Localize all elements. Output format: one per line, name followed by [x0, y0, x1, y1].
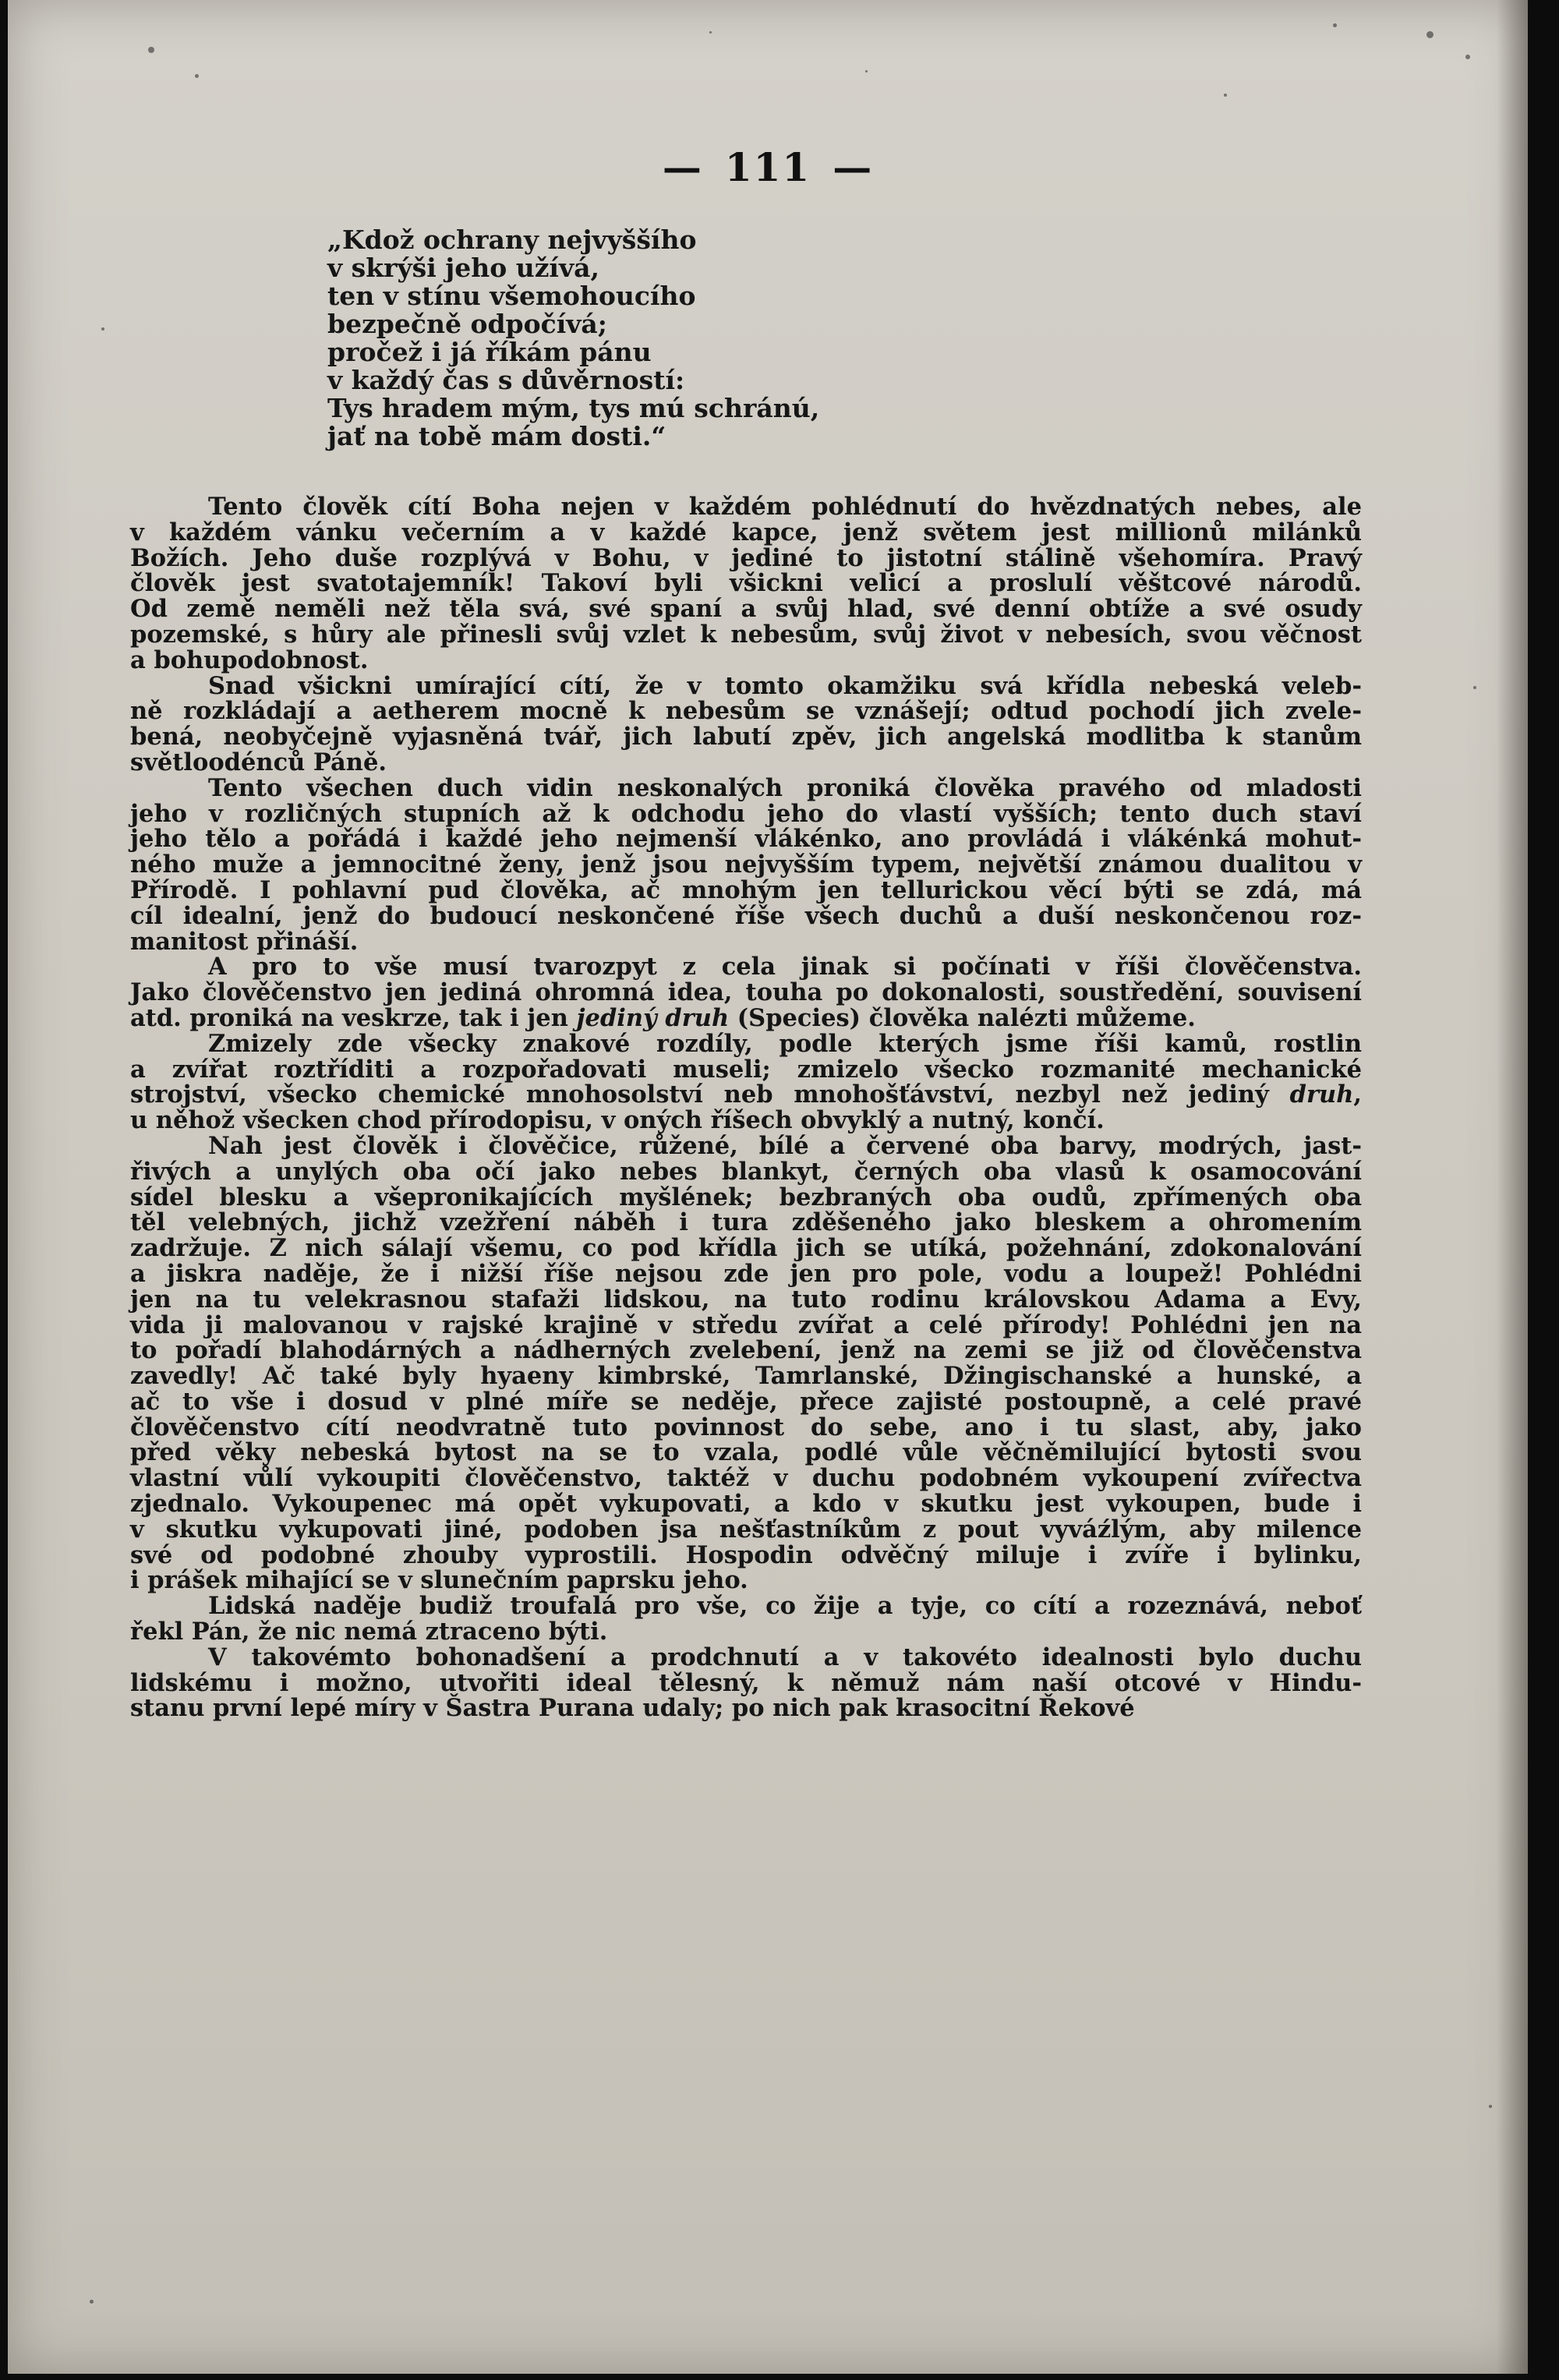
text-line: ač to vše i dosud v plné míře se neděje, přece zajisté postoupně, a celé pravé: [130, 1387, 1362, 1416]
text-line: stanu první lepé míry v Šastra Purana udaly; po nich pak krasocitní Řekové: [130, 1694, 1135, 1723]
text-line: Zmizely zde všecky znakové rozdíly, podle kterých jsme říši kamů, rostlin: [208, 1029, 1362, 1058]
text-line: zjednalo. Vykoupenec má opět vykupovati, a kdo v skutku jest vykoupen, bude i: [130, 1490, 1362, 1519]
text-line: v každém vánku večerním a v každé kapce, jenž světem jest millionů milánků: [130, 518, 1362, 546]
text-line: vida ji malovanou v rajské krajině v středu zvířat a celé přírody! Pohlédni jen na: [130, 1310, 1362, 1339]
paper-speck: [1465, 55, 1470, 59]
poem-line: v skrýši jeho užívá,: [327, 253, 600, 283]
poem-line: pročež i já říkám pánu: [327, 337, 652, 367]
text-line: Snad všickni umírající cítí, že v tomto okamžiku svá křídla nebeská veleb-: [208, 671, 1362, 700]
text-line: a bohupodobnost.: [130, 645, 369, 674]
paragraph: [130, 773, 1362, 956]
body-text: [130, 494, 1362, 1721]
text-line: těl velebných, jichž vzežření náběh i tura zděšeného jako bleskem a ohromením: [130, 1208, 1362, 1237]
text-line: Jako člověčenstvo jen jediná ohromná idea, touha po dokonalosti, soustředění, souvisení: [130, 978, 1362, 1007]
text-line: člověk jest svatotajemník! Takoví byli všickni velicí a proslulí věštcové národů.: [130, 569, 1362, 598]
text-line: před věky nebeská bytost na se to vzala, podlé vůle věčněmilující bytosti svou: [130, 1438, 1362, 1467]
text-line: Přírodě. I pohlavní pud člověka, ač mnohým jen tellurickou věcí býti se zdá, má: [130, 875, 1362, 904]
text-line: Tento člověk cítí Boha nejen v každém pohlédnutí do hvězdnatých nebes, ale: [208, 493, 1362, 521]
text-line: atd. proniká na veskrze, tak i jen jediný druh (Species) člověka nalézti můžeme.: [130, 1003, 1196, 1032]
text-line: strojství, všecko chemické mnohosolství neb mnohošťávství, nezbyl než jediný druh,: [130, 1080, 1362, 1109]
text-line: člověčenstvo cítí neodvratně tuto povinnost do sebe, ano i tu slast, aby, jako: [130, 1413, 1362, 1441]
text-line: A pro to vše musí tvarozpyt z cela jinak si počínati v říši člověčenstva.: [208, 953, 1362, 981]
text-line: zadržuje. Z nich sálají všemu, co pod křídla jich se utíká, požehnání, zdokonalování: [130, 1234, 1362, 1263]
paragraph: [130, 1593, 1362, 1645]
paper-speck: [90, 2300, 94, 2304]
page-number: [8, 144, 1528, 190]
paragraph: [130, 954, 1362, 1031]
text-line: ně rozkládají a aetherem mocně k nebesům se vznášejí; odtud pochodí jich zvele-: [130, 697, 1362, 726]
text-line: své od podobné zhouby vyprostili. Hospodin odvěčný miluje i zvíře i bylinku,: [130, 1540, 1362, 1569]
page-number-dash-right: —: [833, 144, 874, 190]
poem-line: Tys hradem mým, tys mú schránú,: [327, 393, 820, 423]
italic-term: jediný druh: [576, 1003, 730, 1032]
text-line: Nah jest člověk i člověčice, růžené, bílé a červené oba barvy, modrých, jast-: [208, 1131, 1362, 1160]
poem-line: ten v stínu všemohoucího: [327, 281, 696, 311]
text-line: lidskému i možno, utvořiti ideal tělesný, k němuž nám naší otcové v Hindu-: [130, 1668, 1362, 1697]
paragraph: [130, 1133, 1362, 1593]
text-line: ného muže a jemnocitné ženy, jenž jsou nejvyšším typem, největší známou dualitou v: [130, 851, 1362, 879]
paper-speck: [1224, 94, 1227, 97]
text-line: sídel blesku a všepronikajících myšlének; bezbraných oba oudů, zpřímených oba: [130, 1183, 1362, 1211]
paper-speck: [865, 70, 868, 72]
paper-speck: [709, 31, 712, 34]
paper-speck: [148, 47, 154, 53]
text-line: cíl idealní, jenž do budoucí neskončené říše všech duchů a duší neskončenou roz-: [130, 901, 1362, 930]
text-line: jeho tělo a pořádá i každé jeho nejmenší vlákénko, ano provládá i vlákénká mohut-: [130, 825, 1362, 854]
text-line: Od země neměli než těla svá, své spaní a svůj hlad, své denní obtíže a své osudy: [130, 595, 1362, 624]
poem-line: jať na tobě mám dosti.“: [327, 421, 666, 451]
paragraph: [130, 494, 1362, 674]
text-line: zavedly! Ač také byly hyaeny kimbrské, Tamrlanské, Džingischanské a hunské, a: [130, 1362, 1362, 1391]
text-line: vlastní vůlí vykoupiti člověčenstvo, taktéž v duchu podobném vykoupení zvířectva: [130, 1464, 1362, 1493]
text-line: jen na tu velekrasnou stafaži lidskou, na tuto rodinu královskou Adama a Evy,: [130, 1285, 1362, 1314]
text-line: manitost přináší.: [130, 927, 359, 956]
italic-term: druh: [1289, 1080, 1354, 1109]
text-line: Tento všechen duch vidin neskonalých proniká člověka pravého od mladosti: [208, 773, 1362, 802]
paper-speck: [195, 74, 199, 78]
paper-speck: [1333, 23, 1337, 27]
text-line: Lidská naděje budiž troufalá pro vše, co žije a tyje, co cítí a rozeznává, neboť: [208, 1592, 1362, 1621]
text-line: v skutku vykupovati jiné, podoben jsa nešťastníkům z pout vyváźlým, aby milence: [130, 1515, 1362, 1544]
paragraph: [130, 1031, 1362, 1133]
poem-line: bezpečně odpočívá;: [327, 309, 607, 339]
book-page: [8, 0, 1528, 2374]
text-line: a zvířat roztříditi a rozpořadovati museli; zmizelo všecko rozmanité mechanické: [130, 1055, 1362, 1084]
text-line: i prášek mihající se v slunečním paprsku jeho.: [130, 1566, 748, 1595]
paper-speck: [1489, 2105, 1492, 2108]
text-line: řivých a unylých oba očí jako nebes blankyt, černých oba vlasů k osamocování: [130, 1157, 1362, 1186]
text-line: u něhož všecken chod přírodopisu, v oných říšech obvyklý a nutný, končí.: [130, 1106, 1105, 1135]
poem-line: „Kdož ochrany nejvyššího: [327, 225, 697, 255]
poem-line: v každý čas s důvěrností:: [327, 365, 685, 395]
text-line: pozemské, s hůry ale přinesli svůj vzlet k nebesům, svůj život v nebesích, svou věčnost: [130, 620, 1362, 649]
text-line: Božích. Jeho duše rozplývá v Bohu, v jediné to jistotní stálině všehomíra. Pravý: [130, 543, 1362, 572]
paper-speck: [1473, 686, 1476, 689]
page-edge-shadow: [1497, 0, 1528, 2374]
text-line: a jiskra naděje, že i nižší říše nejsou zde jen pro pole, vodu a loupež! Pohlédni: [130, 1259, 1362, 1288]
text-line: světloodénců Páně.: [130, 748, 387, 776]
paragraph: [130, 1645, 1362, 1721]
text-line: jeho v rozličných stupních až k odchodu jeho do vlastí vyšších; tento duch staví: [130, 799, 1362, 828]
page-number-value: 111: [724, 144, 811, 190]
text-line: to pořadí blahodárných a nádherných zvelebení, jenž na zemi se již od člověčenstva: [130, 1336, 1362, 1365]
text-line: V takovémto bohonadšení a prodchnutí a v takovéto idealnosti bylo duchu: [208, 1643, 1362, 1671]
paper-speck: [1426, 31, 1434, 38]
paragraph: [130, 671, 1362, 776]
paper-speck: [101, 327, 104, 331]
text-line: bená, neobyčejně vyjasněná tvář, jich labutí zpěv, jich angelská modlitba k stanům: [130, 723, 1362, 751]
page-number-dash-left: —: [662, 144, 703, 190]
poem-quote: [327, 226, 1029, 451]
text-line: řekl Pán, že nic nemá ztraceno býti.: [130, 1618, 608, 1646]
